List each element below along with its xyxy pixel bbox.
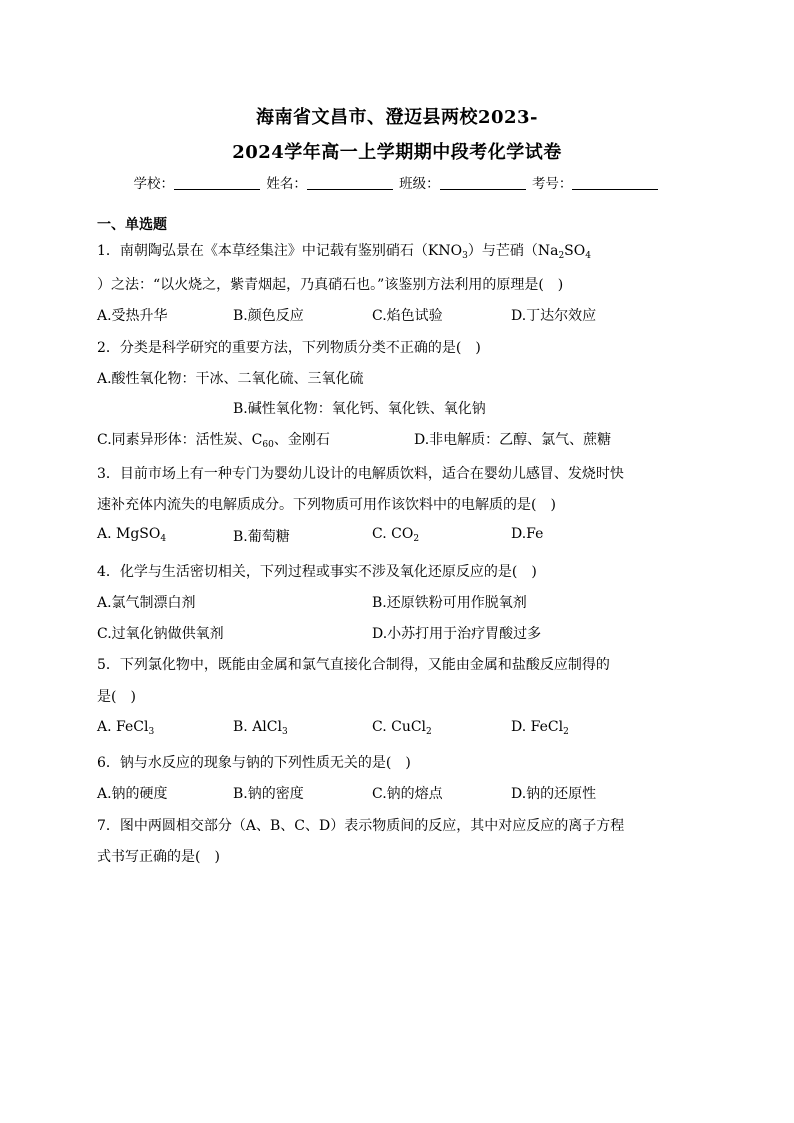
q5-option-d[interactable]: D. FeCl$_2$ xyxy=(511,719,569,737)
q2-option-c[interactable]: C.同素异形体：活性炭、$C_{60}$、金刚石 xyxy=(97,432,330,450)
q3-option-c[interactable]: C. $CO_2$ xyxy=(372,526,420,544)
q6-option-a[interactable]: A.钠的硬度 xyxy=(97,786,168,802)
q6-option-d[interactable]: D.钠的还原性 xyxy=(511,786,597,802)
q1-option-c[interactable]: C.焰色试验 xyxy=(372,308,443,324)
class-label: 班级： xyxy=(399,176,440,192)
q4-option-a[interactable]: A.氯气制漂白剂 xyxy=(97,595,196,611)
q2-option-a[interactable]: A.酸性氧化物：干冰、二氧化硫、三氧化硫 xyxy=(97,371,364,387)
student-info-row xyxy=(0,172,794,192)
q6-option-c[interactable]: C.钠的熔点 xyxy=(372,786,443,802)
q5-option-c[interactable]: C. CuCl$_2$ xyxy=(372,719,432,737)
q6-option-b[interactable]: B.钠的密度 xyxy=(233,786,304,802)
q4-option-c[interactable]: C.过氧化钠做供氧剂 xyxy=(97,626,224,642)
school-label: 学校： xyxy=(133,176,175,192)
section-heading: 一、单选题 xyxy=(97,217,167,233)
q3-option-b[interactable]: B.葡萄糖 xyxy=(233,529,290,545)
name-blank[interactable] xyxy=(307,175,393,190)
exam-title-line2: 2024学年高一上学期期中段考化学试卷 xyxy=(232,142,562,163)
q5-option-b[interactable]: B. AlCl$_3$ xyxy=(233,719,288,737)
q1-option-d[interactable]: D.丁达尔效应 xyxy=(511,308,597,324)
exam-title-line1: 海南省文昌市、澄迈县两校2023- xyxy=(255,107,539,128)
exam-number-label: 考号： xyxy=(531,176,573,192)
q2-option-b[interactable]: B.碱性氧化物：氧化钙、氧化铁、氧化钠 xyxy=(233,401,486,417)
question-5-line2: 是( ) xyxy=(97,689,136,705)
q1-option-b[interactable]: B.颜色反应 xyxy=(233,308,304,324)
q3-option-a[interactable]: A. MgSO$_4$ xyxy=(97,526,167,544)
question-4: 4．化学与生活密切相关，下列过程或事实不涉及氧化还原反应的是( ) xyxy=(97,564,537,580)
question-2: 2．分类是科学研究的重要方法，下列物质分类不正确的是( ) xyxy=(97,340,481,356)
q5-option-a[interactable]: A. FeCl$_3$ xyxy=(97,719,155,737)
q4-option-d[interactable]: D.小苏打用于治疗胃酸过多 xyxy=(372,626,542,642)
exam-number-blank[interactable] xyxy=(572,175,658,190)
question-5-line1: 5．下列氯化物中，既能由金属和氯气直接化合制得，又能由金属和盐酸反应制得的 xyxy=(97,657,610,673)
name-label: 姓名： xyxy=(266,176,307,192)
q3-option-d[interactable]: D.Fe xyxy=(511,526,544,542)
class-blank[interactable] xyxy=(440,175,526,190)
question-1-line1: 1．南朝陶弘景在《本草经集注》中记载有鉴别硝石$(KNO_3)$与芒硝（$Na_2SO_4$ xyxy=(97,243,591,261)
question-3-line1: 3．目前市场上有一种专门为婴幼儿设计的电解质饮料，适合在婴幼儿感冒、发烧时快 xyxy=(97,466,624,482)
question-1-line2: ）之法：“以火烧之，紫青烟起，乃真硝石也。”该鉴别方法利用的原理是( ) xyxy=(97,277,564,293)
question-6: 6．钠与水反应的现象与钠的下列性质无关的是( ) xyxy=(97,755,411,771)
question-7-line2: 式书写正确的是( ) xyxy=(97,849,220,865)
q1-option-a[interactable]: A.受热升华 xyxy=(97,308,168,324)
school-blank[interactable] xyxy=(174,175,260,190)
q4-option-b[interactable]: B.还原铁粉可用作脱氧剂 xyxy=(372,595,527,611)
question-3-line2: 速补充体内流失的电解质成分。下列物质可用作该饮料中的电解质的是( ) xyxy=(97,497,556,513)
q2-option-d[interactable]: D.非电解质：乙醇、氯气、蔗糖 xyxy=(414,432,612,448)
question-7-line1: 7．图中两圆相交部分（A、B、C、D）表示物质间的反应，其中对应反应的离子方程 xyxy=(97,818,625,834)
